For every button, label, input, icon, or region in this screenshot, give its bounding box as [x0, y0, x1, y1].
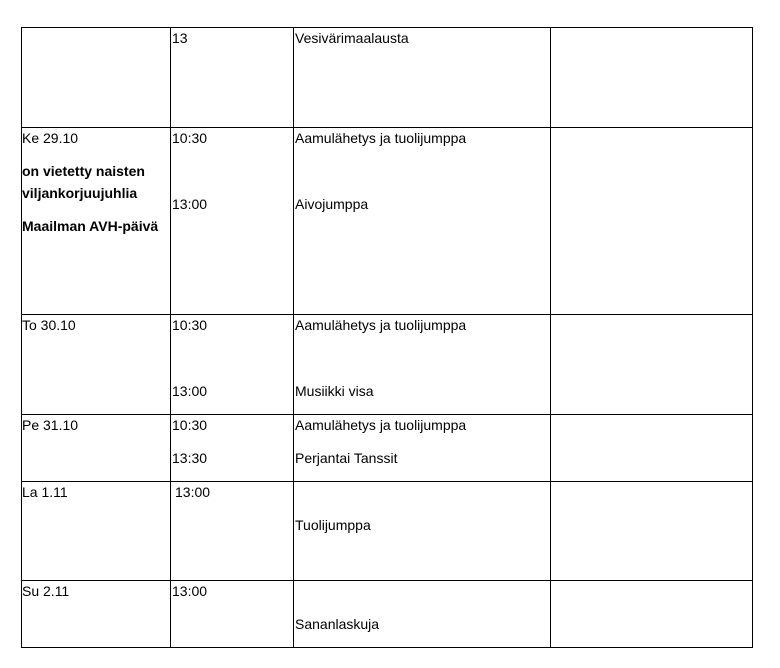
time-cell: 13:00: [172, 383, 208, 399]
activity-cell: Aivojumppa: [295, 196, 369, 212]
activity-cell: Aamulähetys ja tuolijumppa: [295, 317, 467, 333]
table-border: [752, 27, 753, 648]
activity-cell: Sananlaskuja: [295, 616, 380, 632]
time-cell: 10:30: [172, 130, 208, 146]
activity-cell: Tuolijumppa: [295, 517, 371, 533]
table-border: [21, 27, 753, 28]
table-border: [293, 27, 294, 648]
time-cell: 13:00: [175, 484, 211, 500]
time-cell: 10:30: [172, 317, 208, 333]
table-border: [21, 314, 753, 315]
activity-cell: Aamulähetys ja tuolijumppa: [295, 130, 467, 146]
activity-cell: Aamulähetys ja tuolijumppa: [295, 417, 467, 433]
time-cell: 10:30: [172, 417, 208, 433]
day-cell: To 30.10: [22, 317, 76, 333]
table-border: [21, 647, 753, 648]
time-cell: 13:30: [172, 450, 208, 466]
table-border: [170, 27, 171, 648]
table-border: [21, 481, 753, 482]
activity-cell: Perjantai Tanssit: [295, 450, 398, 466]
table-border: [21, 580, 753, 581]
table-border: [550, 27, 551, 648]
day-cell: La 1.11: [22, 484, 68, 500]
day-cell: Pe 31.10: [22, 417, 79, 433]
table-border: [21, 27, 22, 648]
day-cell: Ke 29.10: [22, 130, 79, 146]
time-cell: 13:00: [172, 196, 208, 212]
day-note: on vietetty naisten: [22, 163, 145, 179]
day-cell: Su 2.11: [22, 583, 70, 599]
time-cell: 13:00: [172, 583, 208, 599]
table-border: [21, 127, 753, 128]
activity-cell: Vesivärimaalausta: [295, 30, 409, 46]
day-note: viljankorjuujuhlia: [22, 185, 138, 201]
table-border: [21, 414, 753, 415]
activity-cell: Musiikki visa: [295, 383, 374, 399]
time-cell: 13: [172, 30, 188, 46]
day-note: Maailman AVH-päivä: [22, 218, 159, 234]
